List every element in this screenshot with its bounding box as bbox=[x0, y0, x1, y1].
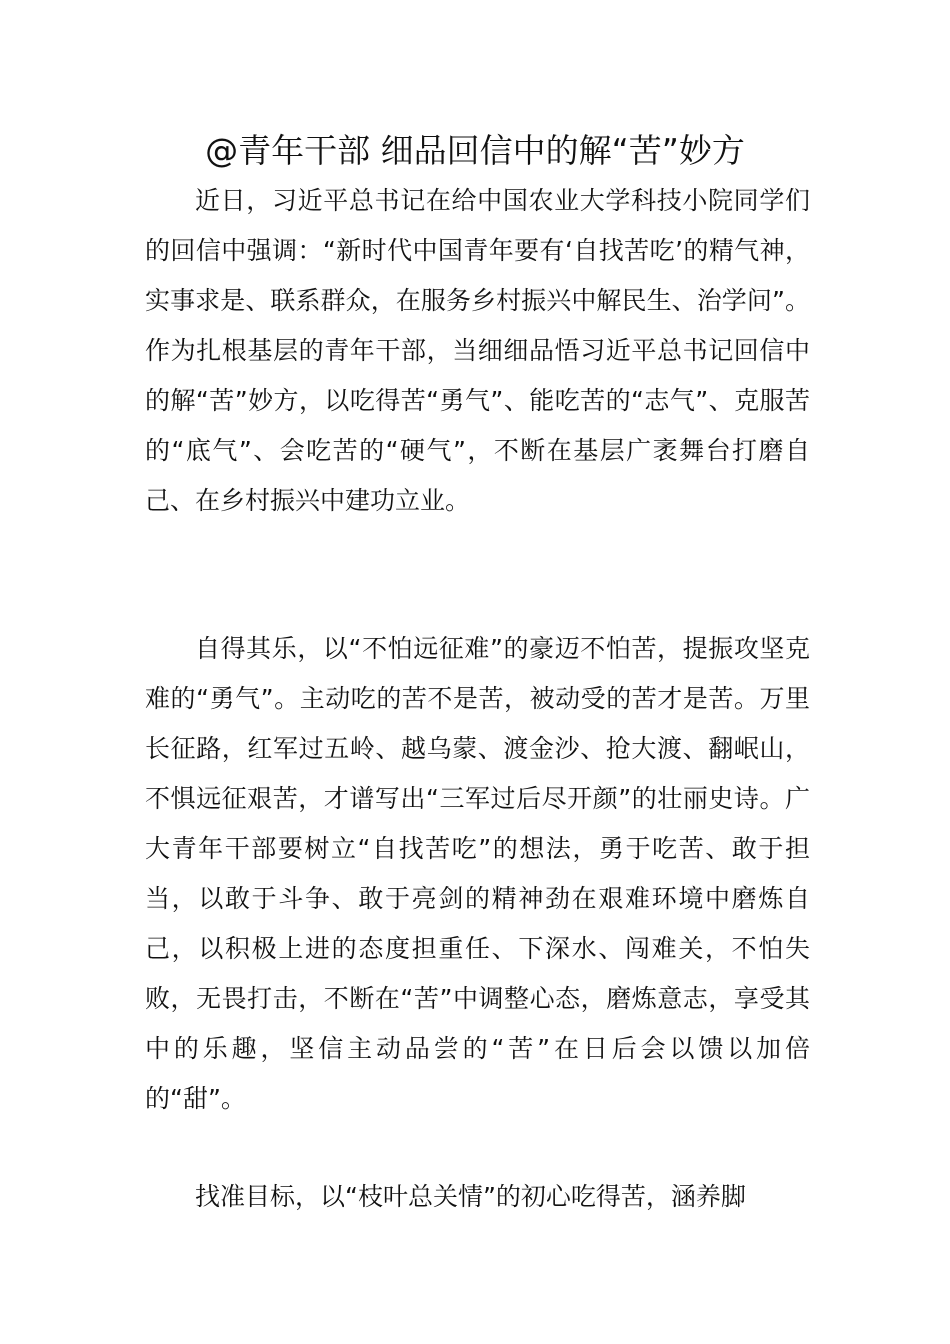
paragraph-intro: 近日，习近平总书记在给中国农业大学科技小院同学们的回信中强调：“新时代中国青年要有‘自找苦吃’的精气神，实事求是、联系群众，在服务乡村振兴中解民生、治学问”。作为扎根基层的青年干部，当细细品悟习近平总书记回信中的解“苦”妙方，以吃得苦“勇气”、能吃苦的“志气”、克服苦的“底气”、会吃苦的“硬气”，不断在基层广袤舞台打磨自己、在乡村振兴中建功立业。 bbox=[145, 186, 810, 515]
paragraph-courage: 自得其乐，以“不怕远征难”的豪迈不怕苦，提振攻坚克难的“勇气”。主动吃的苦不是苦，被动受的苦才是苦。万里长征路，红军过五岭、越乌蒙、渡金沙、抢大渡、翻岷山，不惧远征艰苦，才谱写出“三军过后尽开颜”的壮丽史诗。广大青年干部要树立“自找苦吃”的想法，勇于吃苦、敢于担当，以敢于斗争、敢于亮剑的精神劲在艰难环境中磨炼自己，以积极上进的态度担重任、下深水、闯难关，不怕失败，无畏打击，不断在“苦”中调整心态，磨炼意志，享受其中的乐趣，坚信主动品尝的“苦”在日后会以馈以加倍的“甜”。 bbox=[145, 634, 810, 1113]
document-title: @青年干部 细品回信中的解“苦”妙方 bbox=[205, 131, 745, 170]
paragraph-target: 找准目标，以“枝叶总关情”的初心吃得苦，涵养脚 bbox=[195, 1182, 746, 1211]
